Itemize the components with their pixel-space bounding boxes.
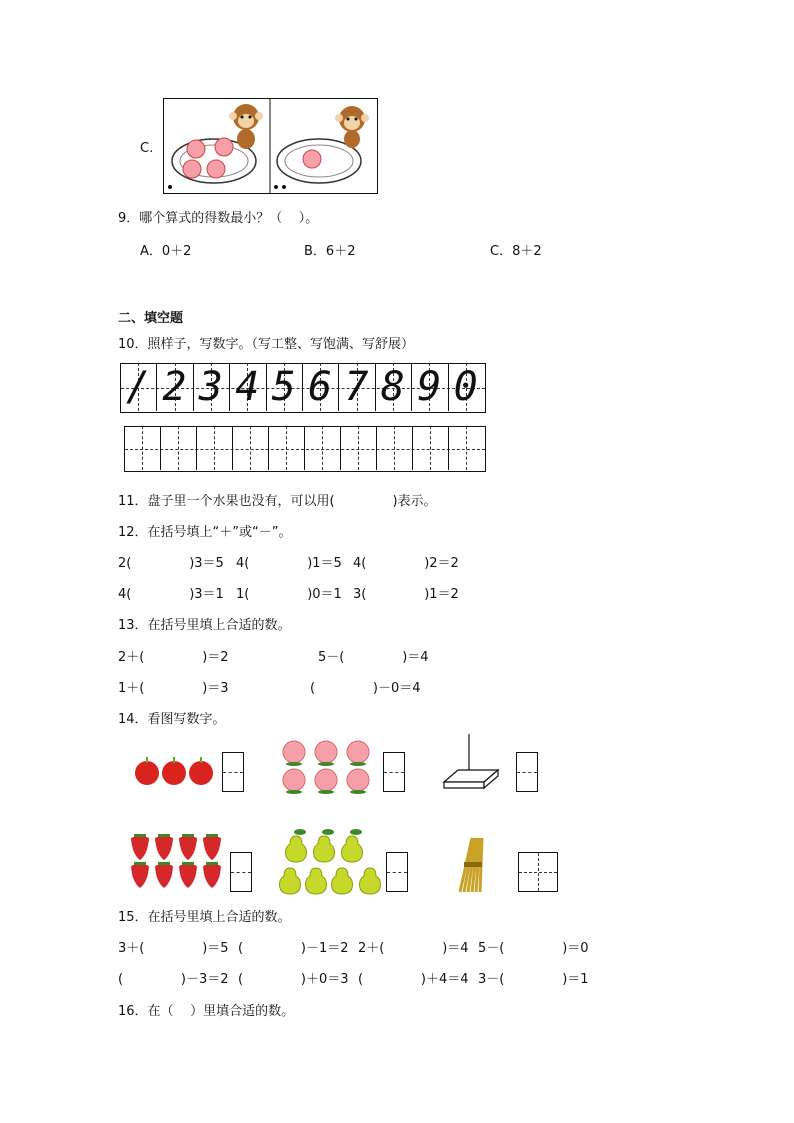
grid-divider	[375, 363, 376, 411]
grid-divider	[394, 426, 395, 470]
grid-divider	[466, 426, 467, 470]
grid-divider	[229, 363, 230, 411]
grid-divider	[250, 426, 251, 470]
q9-option-b: B．6＋2	[304, 244, 356, 259]
q15-item: ( )＋4＝4	[358, 972, 469, 987]
sample-digit: 7	[344, 364, 369, 410]
sample-digit: 9	[417, 364, 442, 410]
q9-option-a: A．0＋2	[140, 244, 192, 259]
q13-item: 2＋( )＝2	[118, 650, 229, 665]
q15-item: ( )－3＝2	[118, 972, 229, 987]
q13-item: 5－( )＝4	[318, 650, 429, 665]
q9-option-c: C．8＋2	[490, 244, 542, 259]
q16-question: 16．在（ ）里填合适的数。	[118, 1004, 295, 1019]
q12-item: 4( )1＝5	[236, 556, 342, 571]
grid-divider	[448, 363, 449, 411]
sample-digit: /	[126, 364, 151, 410]
apple-icon	[135, 757, 213, 785]
q12-item: 2( )3＝5	[118, 556, 224, 571]
apples-picture	[133, 755, 215, 787]
sample-digit: 6	[308, 364, 333, 410]
grid-divider	[214, 426, 215, 470]
pear-icon	[280, 836, 381, 894]
q10-question: 10．照样子，写数字。（写工整、写饱满、写舒展）	[118, 337, 415, 352]
q12-question: 12．在括号填上“＋”或“－”。	[118, 525, 292, 540]
option-c-label: C.	[140, 141, 154, 156]
q15-question: 15．在括号里填上合适的数。	[118, 910, 291, 925]
q15-item: 2＋( )＝4	[358, 941, 469, 956]
peaches-picture	[278, 738, 378, 794]
q12-item: 4( )3＝1	[118, 587, 224, 602]
section-title: 二、填空题	[118, 311, 184, 326]
pears-picture	[276, 828, 386, 896]
answer-box[interactable]	[383, 752, 405, 792]
sample-digit: 5	[271, 364, 296, 410]
grid-divider	[302, 363, 303, 411]
answer-box[interactable]	[386, 852, 408, 892]
q11-question: 11．盘子里一个水果也没有，可以用( )表示。	[118, 494, 437, 509]
sample-digit: 3	[198, 364, 223, 410]
monkey-peach-picture	[163, 98, 378, 194]
sample-digit: 8	[380, 364, 405, 410]
grid-divider	[304, 426, 305, 470]
answer-box[interactable]	[230, 852, 252, 892]
stick-bundle-picture	[452, 834, 488, 894]
sample-digit: 2	[162, 364, 187, 410]
grid-divider	[340, 426, 341, 470]
grid-divider	[448, 426, 449, 470]
grid-divider	[338, 363, 339, 411]
q15-item: 5－( )＝0	[478, 941, 589, 956]
grid-divider	[286, 426, 287, 470]
q15-item: 3－( )＝1	[478, 972, 589, 987]
grid-divider	[178, 426, 179, 470]
grid-divider	[411, 363, 412, 411]
grid-divider	[156, 363, 157, 411]
grid-divider	[268, 426, 269, 470]
grid-divider	[266, 363, 267, 411]
sample-digit: 4	[235, 364, 260, 410]
q13-item: ( )－0＝4	[310, 681, 421, 696]
q15-item: ( )＋0＝3	[238, 972, 349, 987]
grid-divider	[430, 426, 431, 470]
answer-box[interactable]	[516, 752, 538, 792]
grid-divider	[160, 426, 161, 470]
grid-divider	[142, 426, 143, 470]
q12-item: 1( )0＝1	[236, 587, 342, 602]
q9-question: 9．哪个算式的得数最小？（ ）。	[118, 211, 319, 226]
answer-box-two-digit[interactable]	[518, 852, 558, 892]
q13-item: 1＋( )＝3	[118, 681, 229, 696]
sample-digit: 0	[453, 364, 478, 410]
strawberries-picture	[128, 832, 226, 892]
grid-divider	[196, 426, 197, 470]
grid-divider	[193, 363, 194, 411]
q13-question: 13．在括号里填上合适的数。	[118, 618, 291, 633]
q15-item: 3＋( )＝5	[118, 941, 229, 956]
q12-item: 3( )1＝2	[353, 587, 459, 602]
grid-divider	[358, 426, 359, 470]
answer-box[interactable]	[222, 752, 244, 792]
q14-question: 14．看图写数字。	[118, 712, 226, 727]
grid-divider	[322, 426, 323, 470]
grid-divider	[376, 426, 377, 470]
q15-item: ( )－1＝2	[238, 941, 349, 956]
grid-divider	[232, 426, 233, 470]
stick-block-picture	[440, 734, 500, 790]
q12-item: 4( )2＝2	[353, 556, 459, 571]
grid-divider	[412, 426, 413, 470]
